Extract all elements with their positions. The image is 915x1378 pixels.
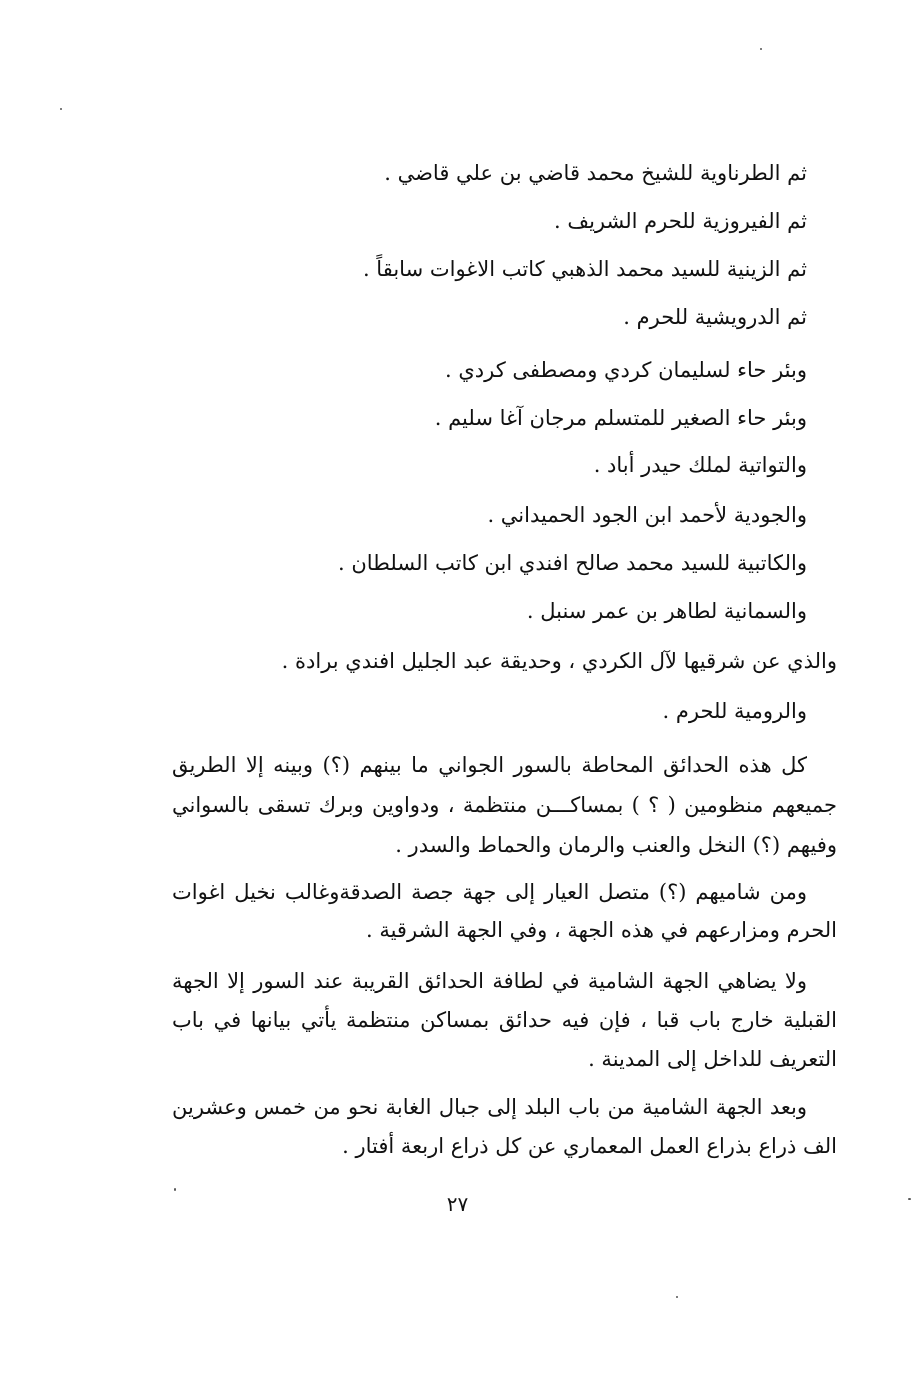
paragraph-line: ولا يضاهي الجهة الشامية في لطافة الحدائق القريبة عند السور إلا الجهة <box>172 969 807 993</box>
paragraph-line: وفيهم (؟) النخل والعنب والرمان والحماط والسدر . <box>395 833 837 857</box>
paragraph-line: الحرم ومزارعهم في هذه الجهة ، وفي الجهة الشرقية . <box>365 918 837 942</box>
list-entry: والذي عن شرقيها لآل الكردي ، وحديقة عبد الجليل افندي برادة . <box>281 649 837 673</box>
scan-speck <box>60 108 62 110</box>
list-entry: والكاتبية للسيد محمد صالح افندي ابن كاتب السلطان . <box>338 551 807 575</box>
list-entry: وبئر حاء لسليمان كردي ومصطفى كردي . <box>445 358 807 382</box>
paragraph-line: التعريف للداخل إلى المدينة . <box>588 1047 837 1071</box>
scan-speck <box>676 1296 678 1298</box>
list-entry: ثم الطرناوية للشيخ محمد قاضي بن علي قاضي . <box>384 161 807 185</box>
paragraph-line: القبلية خارج باب قبا ، فإن فيه حدائق بمساكن منتظمة يأتي بيانها في باب <box>172 1008 837 1032</box>
scan-speck <box>908 1198 911 1200</box>
paragraph-line: وبعد الجهة الشامية من باب البلد إلى جبال الغابة نحو من خمس وعشرين <box>172 1095 807 1119</box>
page-number: ٢٧ <box>446 1192 469 1216</box>
list-entry: والتواتية لملك حيدر أباد . <box>593 453 807 477</box>
list-entry: والجودية لأحمد ابن الجود الحميداني . <box>487 503 807 527</box>
list-entry: وبئر حاء الصغير للمتسلم مرجان آغا سليم . <box>434 406 807 430</box>
list-entry: ثم الفيروزية للحرم الشريف . <box>554 209 807 233</box>
scan-speck <box>760 48 762 50</box>
paragraph-line: جميعهم منظومين ( ؟ ) بمساكـــن منتظمة ، ودواوين وبرك تسقى بالسواني <box>172 793 837 817</box>
list-entry: والسمانية لطاهر بن عمر سنبل . <box>526 599 807 623</box>
scan-speck <box>174 1188 176 1191</box>
list-entry: ثم الدرويشية للحرم . <box>623 305 807 329</box>
paragraph-line: ومن شاميهم (؟) متصل العيار إلى جهة جصة الصدقةوغالب نخيل اغوات <box>172 880 807 904</box>
paragraph-line: كل هذه الحدائق المحاطة بالسور الجواني ما بينهم (؟) وبينه إلا الطريق <box>172 753 807 777</box>
list-entry: ثم الزينية للسيد محمد الذهبي كاتب الاغوات سابقاً . <box>362 257 807 281</box>
list-entry: والرومية للحرم . <box>662 699 807 723</box>
paragraph-line: الف ذراع بذراع العمل المعماري عن كل ذراع اربعة أفتار . <box>342 1134 837 1158</box>
